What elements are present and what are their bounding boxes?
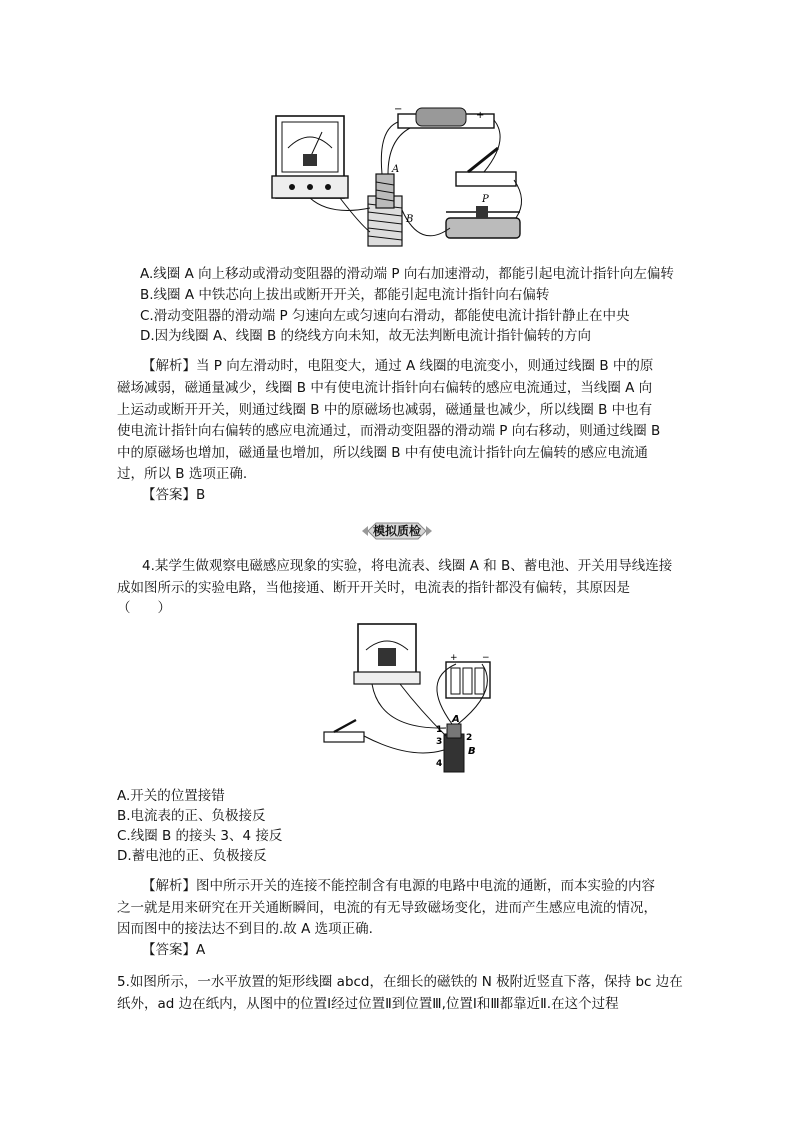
q3-analysis-line: 使电流计指针向右偏转的感应电流通过，而滑动变阻器的滑动端 P 向右移动，则通过线圈 B (117, 423, 661, 439)
label-4: 4 (436, 759, 443, 769)
q3-analysis-line: 中的原磁场也增加，磁通量也增加，所以线圈 B 中有使电流计指针向左偏转的感应电流通 (117, 445, 648, 461)
label-a: A (392, 164, 400, 175)
label-p: P (482, 194, 489, 205)
q4-circuit-figure (320, 620, 500, 780)
q3-analysis-line: 磁场减弱，磁通量减少，线圈 B 中有使电流计指针向右偏转的感应电流通过，当线圈 A 向 (117, 380, 653, 396)
q4-stem-line: （ ） (117, 600, 171, 616)
q3-option-d: D.因为线圈 A、线圈 B 的绕线方向未知，故无法判断电流计指针偏转的方向 (140, 328, 592, 344)
q4-option-c: C.线圈 B 的接头 3、4 接反 (117, 828, 283, 844)
label-b: B (406, 214, 414, 225)
q3-analysis-line: 过，所以 B 选项正确. (117, 466, 248, 482)
switch-icon (456, 148, 516, 186)
coil-ab-icon (444, 724, 464, 772)
q5-stem-line: 5.如图所示，一水平放置的矩形线圈 abcd，在细长的磁铁的 N 极附近竖直下落，保持 bc 边在 (117, 974, 683, 990)
q3-circuit-figure (270, 100, 530, 260)
q3-option-a: A.线圈 A 向上移动或滑动变阻器的滑动端 P 向右加速滑动，都能引起电流计指针向左偏转 (140, 266, 674, 282)
ammeter-icon (354, 624, 420, 684)
section-tag-label: 模拟质检 (372, 524, 421, 538)
section-tag (362, 520, 432, 542)
q4-answer: 【答案】A (142, 942, 206, 958)
q4-stem-line: 4.某学生做观察电磁感应现象的实验，将电流表、线圈 A 和 B、蓄电池、开关用导线连接 (142, 558, 673, 574)
label-3: 3 (436, 737, 443, 747)
q4-option-b: B.电流表的正、负极接反 (117, 808, 266, 824)
q4-analysis-line: 【解析】图中所示开关的连接不能控制含有电源的电路中电流的通断，而本实验的内容 (142, 878, 655, 894)
q3-analysis-line: 【解析】当 P 向左滑动时，电阻变大，通过 A 线圈的电流变小，则通过线圈 B 中的原 (142, 358, 654, 374)
label-minus: − (482, 653, 490, 663)
galvanometer-icon (272, 116, 348, 198)
q3-option-c: C.滑动变阻器的滑动端 P 匀速向左或匀速向右滑动，都能使电流计指针静止在中央 (140, 308, 630, 324)
q3-answer: 【答案】B (142, 487, 206, 503)
label-1: 1 (436, 725, 443, 735)
label-minus: − (394, 104, 403, 115)
q4-analysis-line: 因而图中的接法达不到目的.故 A 选项正确. (117, 921, 373, 937)
q4-option-d: D.蓄电池的正、负极接反 (117, 848, 267, 864)
label-plus: + (450, 653, 458, 663)
coil-a-icon (376, 174, 394, 208)
q5-stem-line: 纸外，ad 边在纸内，从图中的位置Ⅰ经过位置Ⅱ到位置Ⅲ,位置Ⅰ和Ⅲ都靠近Ⅱ.在这个过程 (117, 996, 619, 1012)
label-a: A (452, 714, 460, 725)
switch-icon (324, 720, 364, 742)
label-plus: + (476, 110, 485, 121)
q3-option-b: B.线圈 A 中铁芯向上拔出或断开开关，都能引起电流计指针向右偏转 (140, 287, 550, 303)
q4-analysis-line: 之一就是用来研究在开关通断瞬间，电流的有无导致磁场变化，进而产生感应电流的情况， (117, 900, 657, 916)
battery-icon (446, 662, 490, 698)
q4-stem-line: 成如图所示的实验电路，当他接通、断开开关时，电流表的指针都没有偏转，其原因是 (117, 580, 630, 596)
rheostat-icon (446, 206, 520, 238)
label-b: B (468, 746, 476, 757)
q3-analysis-line: 上运动或断开开关，则通过线圈 B 中的原磁场也减弱，磁通量也减少，所以线圈 B 中也有 (117, 402, 653, 418)
label-2: 2 (466, 733, 473, 743)
q4-option-a: A.开关的位置接错 (117, 788, 225, 804)
